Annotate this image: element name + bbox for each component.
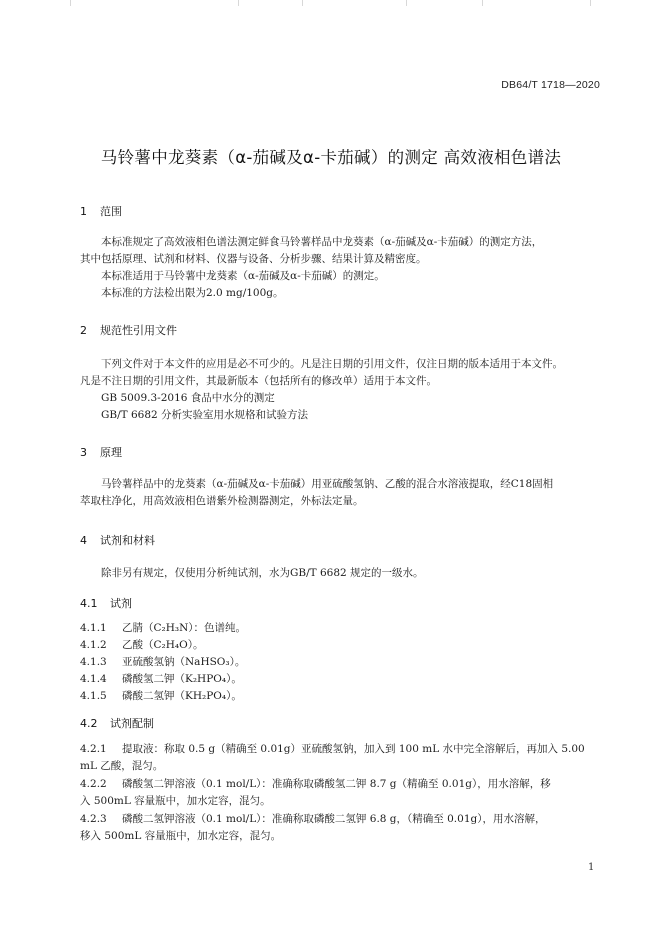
reagent-item (80, 654, 245, 669)
section-3-heading (80, 444, 122, 460)
preparation-item-continued: mL 乙酸，混匀。 (80, 760, 164, 772)
section-title: 范围 (100, 205, 122, 218)
preparation-item (80, 776, 551, 791)
item-number: 4.1.1 (80, 622, 107, 634)
paragraph: 下列文件对于本文件的应用是必不可少的。凡是注日期的引用文件，仅注日期的版本适用于本文件。 (101, 358, 563, 370)
subsection-title: 试剂 (110, 597, 132, 610)
item-number: 4.1.4 (80, 673, 107, 685)
item-text: 亚硫酸氢钠（NaHSO₃）。 (122, 656, 246, 668)
item-text: 磷酸氢二钾溶液（0.1 mol/L）：准确称取磷酸氢二钾 8.7 g（精确至 0.01g），用水溶解，移 (122, 778, 551, 790)
item-number: 4.2.3 (80, 813, 107, 825)
subsection-number: 4.1 (80, 597, 98, 610)
reagent-item (80, 671, 242, 686)
paragraph: 除非另有规定，仅使用分析纯试剂，水为GB/T 6682 规定的一级水。 (101, 567, 424, 579)
section-title: 原理 (100, 446, 122, 459)
section-title: 试剂和材料 (100, 534, 155, 547)
document-code: DB64/T 1718—2020 (501, 79, 600, 91)
paragraph: 其中包括原理、试剂和材料、仪器与设备、分析步骤、结果计算及精密度。 (80, 253, 427, 265)
section-number: 4 (80, 534, 87, 547)
page-number: 1 (588, 862, 595, 873)
preparation-item-continued: 移入 500mL 容量瓶中，加水定容，混匀。 (80, 830, 282, 842)
paragraph: 萃取柱净化，用高效液相色谱紫外检测器测定，外标法定量。 (80, 495, 364, 507)
subsection-4-2-heading (80, 715, 154, 731)
reagent-item (80, 688, 242, 703)
item-number: 4.1.5 (80, 690, 107, 702)
subsection-title: 试剂配制 (110, 717, 154, 730)
item-number: 4.2.2 (80, 778, 107, 790)
item-text: 乙酸（C₂H₄O）。 (122, 639, 204, 651)
reagent-item (80, 637, 203, 652)
reference-item: GB 5009.3-2016 食品中水分的测定 (101, 392, 275, 404)
paragraph: 本标准的方法检出限为2.0 mg/100g。 (101, 287, 284, 299)
paragraph: 本标准规定了高效液相色谱法测定鲜食马铃薯样品中龙葵素（α-茄碱及α-卡茄碱）的测定方法， (101, 236, 543, 248)
preparation-item (80, 811, 545, 826)
scan-edge-marks (0, 0, 662, 6)
paragraph: 本标准适用于马铃薯中龙葵素（α-茄碱及α-卡茄碱）的测定。 (101, 270, 385, 282)
subsection-number: 4.2 (80, 717, 98, 730)
reference-item: GB/T 6682 分析实验室用水规格和试验方法 (101, 409, 309, 421)
item-number: 4.2.1 (80, 743, 107, 755)
item-number: 4.1.2 (80, 639, 107, 651)
preparation-item-continued: 入 500mL 容量瓶中，加水定容，混匀。 (80, 795, 271, 807)
item-text: 磷酸氢二钾（K₂HPO₄）。 (122, 673, 242, 685)
section-1-heading (80, 203, 122, 219)
section-number: 3 (80, 446, 87, 459)
section-title: 规范性引用文件 (100, 324, 177, 337)
item-text: 磷酸二氢钾（KH₂PO₄）。 (122, 690, 242, 702)
item-text: 提取液：称取 0.5 g（精确至 0.01g）亚硫酸氢钠，加入到 100 mL 水中完全溶解后，再加入 5.00 (122, 743, 585, 755)
item-text: 磷酸二氢钾溶液（0.1 mol/L）：准确称取磷酸二氢钾 6.8 g，（精确至 0.01g），用水溶解， (122, 813, 546, 825)
reagent-item (80, 620, 246, 635)
section-4-heading (80, 532, 155, 548)
item-text: 乙腈（C₂H₃N）：色谱纯。 (122, 622, 247, 634)
section-2-heading (80, 322, 177, 338)
section-number: 2 (80, 324, 87, 337)
preparation-item (80, 741, 585, 756)
paragraph: 马铃薯样品中的龙葵素（α-茄碱及α-卡茄碱）用亚硫酸氢钠、乙酸的混合水溶液提取，经C18固相 (101, 478, 554, 490)
paragraph: 凡是不注日期的引用文件，其最新版本（包括所有的修改单）适用于本文件。 (80, 375, 437, 387)
subsection-4-1-heading (80, 595, 132, 611)
item-number: 4.1.3 (80, 656, 107, 668)
document-title: 马铃薯中龙葵素（α-茄碱及α-卡茄碱）的测定 高效液相色谱法 (100, 148, 562, 167)
section-number: 1 (80, 205, 87, 218)
